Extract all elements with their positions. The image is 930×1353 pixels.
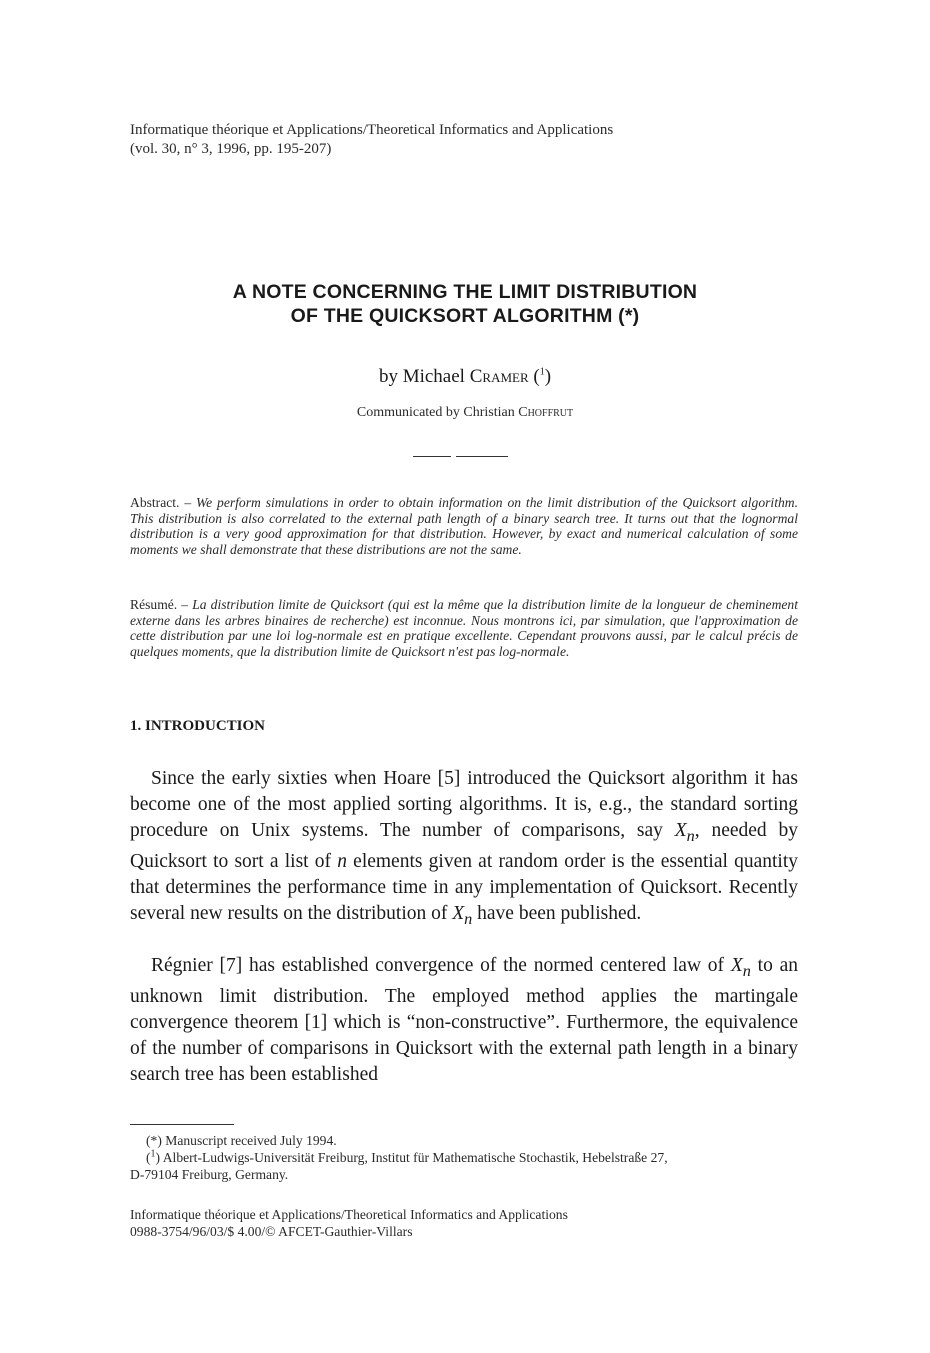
footnote-2-cont: D-79104 Freiburg, Germany.: [130, 1167, 289, 1182]
intro-paragraph-2: [130, 953, 798, 1088]
author-surname: Cramer: [469, 366, 529, 387]
section-heading: 1. INTRODUCTION: [130, 718, 266, 734]
journal-name: Informatique théorique et Applications/Theoretical Informatics and Applications: [130, 122, 614, 138]
paper-title: [0, 280, 930, 328]
communicated-prefix: Communicated by Christian: [356, 405, 515, 420]
var-n: n: [337, 850, 347, 872]
footer-journal: Informatique théorique et Applications/Theoretical Informatics and Applications: [130, 1207, 568, 1222]
resume: [130, 597, 798, 659]
abstract-text: We perform simulations in order to obtain information on the limit distribution of the Quicksort algorithm. This distribution is also correlated to the external path length of a binary search tree. It turns out that the lognormal distribution is a very good approximation for that distribution. However, by exact and numerical calculation of some moments we shall demonstrate that these distributions are not the same.: [130, 495, 798, 557]
journal-volume: (vol. 30, n° 3, 1996, pp. 195-207): [130, 141, 332, 157]
footnote-2-mark: 1: [150, 1148, 156, 1160]
title-divider-right: [456, 456, 508, 457]
p1-text-d: have been published.: [472, 902, 642, 924]
journal-header: [130, 121, 613, 159]
footnote-1: [130, 1132, 810, 1149]
var-sub-n: n: [742, 961, 751, 980]
var-x: X: [730, 955, 743, 976]
footer-issn: 0988-3754/96/03/$ 4.00/© AFCET-Gauthier-Villars: [130, 1224, 413, 1239]
communicated-surname: Choffrut: [518, 405, 574, 420]
abstract: [130, 495, 798, 557]
abstract-label: Abstract. –: [130, 495, 192, 510]
resume-text: La distribution limite de Quicksort (qui est la même que la distribution limite de la longueur de cheminement externe dans les arbres binaires de recherche) est inconnue. Nous montrons ici, par simulation, que l'approximation de cette distribution par une loi log-normale est en pratique excellente. Cependant prouvons aussi, par le calcul précis de quelques moments, que la distribution limite de Quicksort n'est pas log-normale.: [130, 597, 799, 659]
footnote-rule: [130, 1124, 234, 1125]
title-line-2: OF THE QUICKSORT ALGORITHM (*): [290, 305, 640, 327]
var-x: X: [452, 902, 465, 924]
intro-paragraph-1: [130, 766, 798, 932]
resume-label: Résumé. –: [130, 597, 189, 612]
author-prefix: by Michael: [378, 366, 465, 387]
title-line-1: A NOTE CONCERNING THE LIMIT DISTRIBUTION: [232, 281, 698, 303]
communicated-line: [0, 405, 930, 421]
footnote-1-mark: (*): [146, 1133, 162, 1148]
footnotes: [130, 1132, 810, 1183]
footnote-2-text: Albert-Ludwigs-Universität Freiburg, Institut für Mathematische Stochastik, Hebelstraße 27,: [162, 1150, 668, 1165]
p1-text-b: , needed by Quicksort to sort a list of: [130, 820, 799, 872]
p2-text-a: Régnier [7] has established convergence of the normed centered law of: [151, 955, 731, 976]
p1-text-c: elements given at random order is the essential quantity that determines the performance time in any implementation of Quicksort. Recently several new results on the distribution of: [130, 850, 798, 924]
p1-text-a: Since the early sixties when Hoare [5] introduced the Quicksort algorithm it has become one of the most applied sorting algorithms. It is, e.g., the standard sorting procedure on Unix systems. The number of comparisons, say: [130, 768, 798, 841]
footnote-1-text: Manuscript received July 1994.: [165, 1133, 337, 1148]
author-note-mark: 1: [539, 366, 545, 378]
page-footer: [130, 1206, 568, 1240]
var-sub-n: n: [686, 826, 695, 845]
var-x: X: [674, 820, 687, 841]
title-divider-left: [413, 456, 451, 457]
author-line: by Michael Cramer ($^1$): [378, 366, 552, 387]
p2-text-b: to an unknown limit distribution. The employed method applies the martingale convergence theorem [1] which is “non-constructive”. Furthermore, the equivalence of the number of comparisons in Quicksort with the external path length in a binary search tree has been established: [130, 955, 798, 1085]
var-sub-n: n: [464, 909, 473, 928]
footnote-2: ($^1$) Albert-Ludwigs-Universität Freiburg, Institut für Mathematische Stochastik, Hebelstraße 27,: [146, 1148, 668, 1165]
